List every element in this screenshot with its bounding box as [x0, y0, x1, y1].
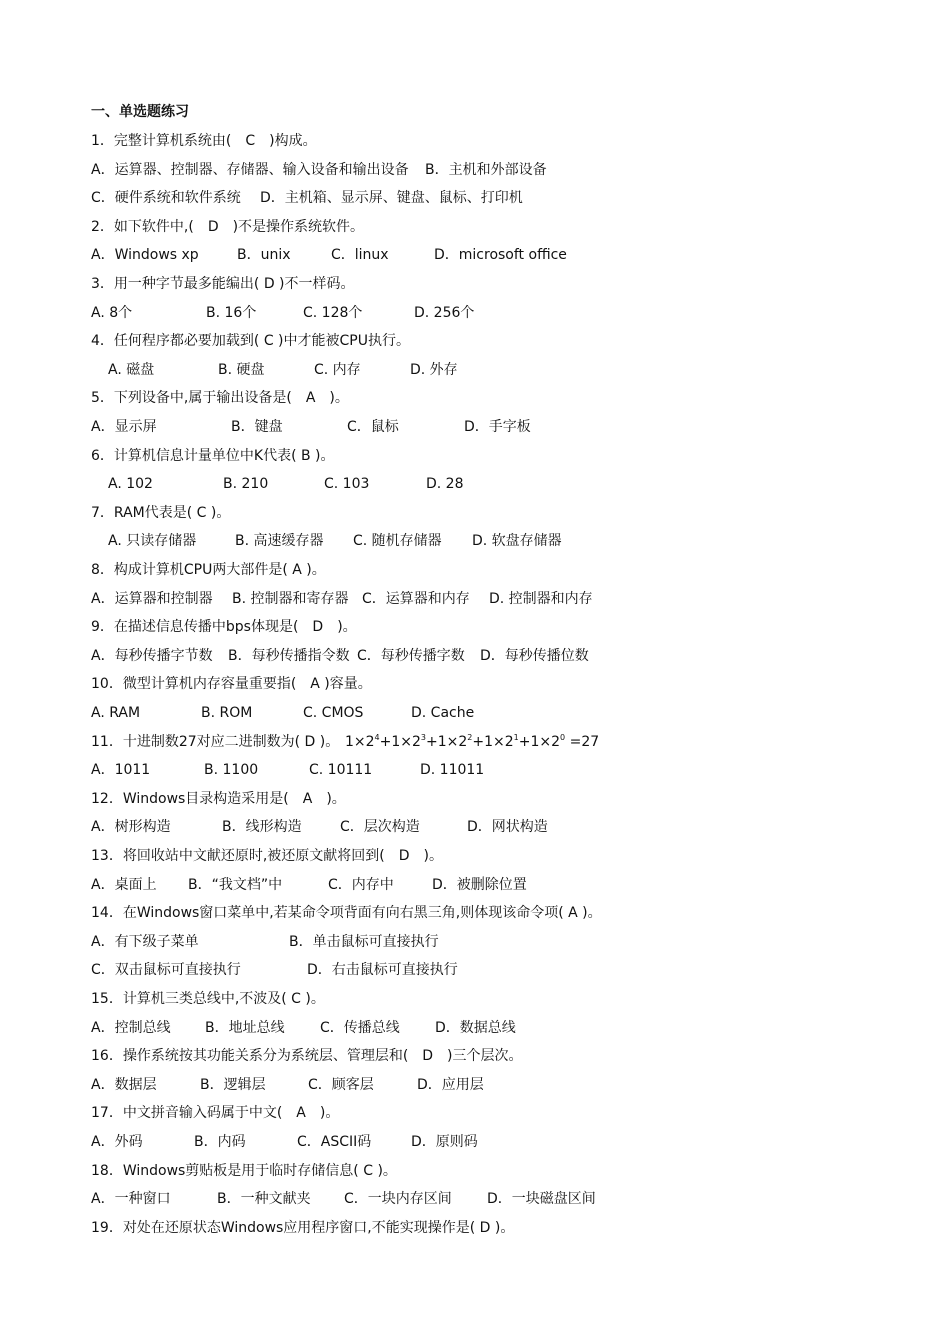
option-text: A. RAM — [91, 705, 141, 721]
exponent: 4 — [374, 733, 380, 742]
option-text: C. 内存 — [314, 362, 361, 378]
option-text: A．外码 — [91, 1134, 143, 1150]
option-text: C. 10111 — [309, 762, 373, 778]
option-text: C．ASCII码 — [297, 1134, 372, 1150]
option-text: D．每秒传播位数 — [480, 648, 589, 664]
option-text: C．硬件系统和软件系统 — [91, 190, 241, 206]
option-text: C．双击鼠标可直接执行 — [91, 962, 241, 978]
option-text: D. 11011 — [420, 762, 485, 778]
question-text: 3．用一种字节最多能编出( D )不一样码。 — [91, 276, 355, 292]
option-text: C. 128个 — [303, 305, 363, 321]
question-text: 8．构成计算机CPU两大部件是( A )。 — [91, 562, 326, 578]
option-text: B．键盘 — [231, 419, 283, 435]
option-text: D．一块磁盘区间 — [487, 1191, 596, 1207]
question-text: 10．微型计算机内存容量重要指( A )容量。 — [91, 676, 372, 692]
option-text: B．主机和外部设备 — [425, 162, 547, 178]
option-text: B．单击鼠标可直接执行 — [289, 934, 439, 950]
option-text: D. 256个 — [414, 305, 475, 321]
option-text: B. 1100 — [204, 762, 259, 778]
option-text: B．unix — [237, 247, 291, 263]
option-text: D. 软盘存储器 — [472, 533, 562, 549]
question-text: 5．下列设备中,属于输出设备是( A )。 — [91, 390, 349, 406]
option-text: A．显示屏 — [91, 419, 157, 435]
option-text: A．一种窗口 — [91, 1191, 171, 1207]
option-text: A．数据层 — [91, 1077, 157, 1093]
question-text: 17．中文拼音输入码属于中文( A )。 — [91, 1105, 340, 1121]
option-text: D．主机箱、显示屏、键盘、鼠标、打印机 — [260, 190, 523, 206]
option-text: C．linux — [331, 247, 389, 263]
option-text: A．运算器和控制器 — [91, 591, 213, 607]
option-text: D. Cache — [411, 705, 475, 721]
option-text: C．运算器和内存 — [362, 591, 470, 607]
option-text: B. ROM — [201, 705, 253, 721]
option-text: C．鼠标 — [347, 419, 399, 435]
option-text: C．传播总线 — [320, 1020, 400, 1036]
option-text: A．1011 — [91, 762, 151, 778]
question-text: 18．Windows剪贴板是用于临时存储信息( C )。 — [91, 1163, 397, 1179]
option-text: A．桌面上 — [91, 877, 157, 893]
option-text: C．内存中 — [328, 877, 394, 893]
option-text: D. 控制器和内存 — [489, 591, 593, 607]
option-text: C. 随机存储器 — [353, 533, 442, 549]
question-text: 9．在描述信息传播中bps体现是( D )。 — [91, 619, 357, 635]
question-text: 16．操作系统按其功能关系分为系统层、管理层和( D )三个层次。 — [91, 1048, 523, 1064]
option-text: D．原则码 — [411, 1134, 478, 1150]
option-text: C．层次构造 — [340, 819, 420, 835]
option-text: B. 210 — [223, 476, 269, 492]
option-text: D．microsoft office — [434, 247, 567, 263]
option-text: B．每秒传播指令数 — [228, 648, 350, 664]
option-text: D．手字板 — [464, 419, 531, 435]
option-text: B. 硬盘 — [218, 362, 265, 378]
question-text: 14．在Windows窗口菜单中,若某命令项背面有向右黑三角,则体现该命令项( A )。 — [91, 905, 602, 921]
question-text: 13．将回收站中文献还原时,被还原文献将回到( D )。 — [91, 848, 443, 864]
option-text: B．逻辑层 — [200, 1077, 266, 1093]
option-text: D．右击鼠标可直接执行 — [307, 962, 458, 978]
question-text: 2．如下软件中,( D )不是操作系统软件。 — [91, 219, 365, 235]
option-text: D．应用层 — [417, 1077, 484, 1093]
option-text: A．有下级子菜单 — [91, 934, 199, 950]
question-text: 1．完整计算机系统由( C )构成。 — [91, 133, 317, 149]
option-text: A．运算器、控制器、存储器、输入设备和输出设备 — [91, 162, 409, 178]
option-text: A. 只读存储器 — [108, 533, 197, 549]
option-text: B. 16个 — [206, 305, 257, 321]
option-text: A．控制总线 — [91, 1020, 171, 1036]
question-text: 7．RAM代表是( C )。 — [91, 505, 231, 521]
option-text: B. 控制器和寄存器 — [232, 591, 349, 607]
question-text: 12．Windows目录构造采用是( A )。 — [91, 791, 346, 807]
option-text: D．被删除位置 — [432, 877, 527, 893]
option-text: B. 高速缓存器 — [235, 533, 324, 549]
option-text: A. 磁盘 — [108, 362, 155, 378]
option-text: D．数据总线 — [435, 1020, 516, 1036]
option-text: A. 102 — [108, 476, 153, 492]
option-text: B．线形构造 — [222, 819, 302, 835]
option-text: D. 外存 — [410, 362, 458, 378]
option-text: C. CMOS — [303, 705, 364, 721]
option-text: D. 28 — [426, 476, 464, 492]
binary-expansion-formula: $1\times 2^4+1\times 2^3+1\times 2^2+1\times 2^1+1\times 2^0 =27$ — [345, 733, 600, 750]
option-text: A．树形构造 — [91, 819, 171, 835]
option-text: B．内码 — [194, 1134, 246, 1150]
exponent: 3 — [420, 733, 427, 742]
option-text: B．地址总线 — [205, 1020, 285, 1036]
exponent: 2 — [467, 733, 473, 742]
question-text: 19．对处在还原状态Windows应用程序窗口,不能实现操作是( D )。 — [91, 1220, 515, 1236]
option-text: C．顾客层 — [308, 1077, 374, 1093]
question-text: 6．计算机信息计量单位中K代表( B )。 — [91, 448, 335, 464]
question-text: 11．十进制数27对应二进制数为( D )。 — [91, 734, 340, 750]
option-text: C．每秒传播字数 — [357, 648, 465, 664]
option-text: C. 103 — [324, 476, 370, 492]
option-text: A. 8个 — [91, 305, 133, 321]
option-text: A．Windows xp — [91, 247, 199, 263]
option-text: B．“我文档”中 — [188, 877, 283, 893]
option-text: D．网状构造 — [467, 819, 548, 835]
option-text: C．一块内存区间 — [344, 1191, 452, 1207]
question-text: 4．任何程序都必要加载到( C )中才能被CPU执行。 — [91, 333, 410, 349]
exponent: 1 — [513, 733, 519, 742]
exponent: 0 — [560, 733, 566, 742]
section-title: 一、单选题练习 — [91, 104, 189, 120]
question-text: 15．计算机三类总线中,不波及( C )。 — [91, 991, 325, 1007]
option-text: A．每秒传播字节数 — [91, 648, 213, 664]
option-text: B．一种文献夹 — [217, 1191, 311, 1207]
